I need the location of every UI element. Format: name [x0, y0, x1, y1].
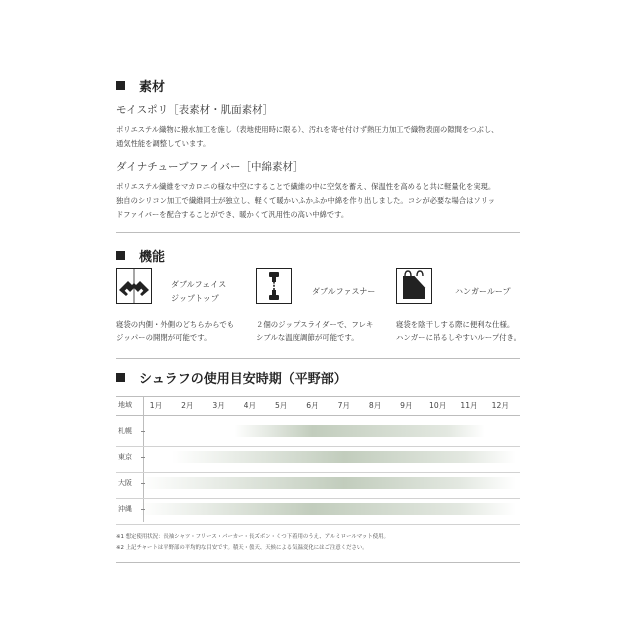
moisture-poly-title: モイスポリ［表素材・肌面素材］ [116, 104, 274, 116]
month-label: 3月 [212, 401, 225, 410]
usage-band [234, 425, 484, 437]
square-bullet-icon [116, 81, 125, 90]
double-face-zip-icon [116, 268, 152, 304]
region-label: 東京 [118, 453, 132, 461]
row-divider [116, 524, 520, 525]
month-label: 9月 [400, 401, 413, 410]
row-divider [116, 498, 520, 499]
divider [116, 562, 520, 563]
dyna-tube-fiber-description: ポリエステル繊維をマカロニの様な中空にすることで繊維の中に空気を蓄え、保温性を高めると共に軽量化を実現。 独自のシリコン加工で繊維同士が独立し、軽くて暖かいふかふか中綿を作り出しました。コシが必要な場合はソリッ ドファイバーを配合することができ、暖かくて汎用性の高い中綿です。 [116, 182, 496, 219]
row-divider [116, 446, 520, 447]
usage-band [140, 477, 516, 489]
feature-desc-double-fastener: ２個のジップスライダーで、フレキ シブルな温度調節が可能です。 [256, 320, 374, 342]
month-label: 10月 [429, 401, 447, 410]
region-label: 大阪 [118, 479, 132, 487]
double-fastener-icon [256, 268, 292, 304]
row-divider [116, 472, 520, 473]
divider [116, 358, 520, 359]
square-bullet-icon [116, 373, 125, 382]
month-label: 1月 [149, 401, 163, 410]
month-label: 6月 [306, 401, 319, 410]
usage-band [172, 451, 516, 463]
feature-desc-hanger-loop: 寝袋を陰干しする際に便利な仕様。 ハンガーに吊るしやすいループ付き。 [396, 320, 521, 342]
month-label: 2月 [181, 401, 194, 410]
region-label: 沖縄 [118, 505, 132, 513]
usage-band [140, 503, 516, 515]
region-column-header: 地域 [118, 401, 132, 409]
month-label: 5月 [274, 401, 288, 410]
dyna-tube-fiber-title: ダイナチューブファイバー［中綿素材］ [116, 161, 304, 173]
month-label: 12月 [491, 401, 509, 410]
month-label: 8月 [368, 401, 382, 410]
footnote-1: ※1 想定使用状況：長袖シャツ・フリース・パーカー・長ズボン・くつ下着用のうえ、アルミロールマット使用。 [116, 534, 389, 540]
month-label: 7月 [337, 401, 351, 410]
row-tick [141, 457, 145, 458]
hanger-loop-icon [396, 268, 432, 304]
region-label: 札幌 [118, 427, 132, 435]
moisture-poly-description: ポリエステル織物に撥水加工を施し（表地使用時に限る）、汚れを寄せ付けず熱圧力加工で織物表面の隙間をつぶし、 通気性能を調整しています。 [116, 125, 499, 148]
footnote-2: ※2 上記チャートは平野部の平均的な目安です。積天・曇天、天候による気温変化にはご注意ください。 [116, 545, 368, 551]
features-heading: 機能 [116, 246, 165, 265]
divider [116, 232, 520, 233]
feature-title-hanger-loop: ハンガーループ [455, 287, 511, 296]
feature-title-double-fastener: ダブルファスナー [312, 287, 376, 296]
row-tick [141, 431, 145, 432]
feature-title-double-face-zip: ダブルフェイス ジップトップ [171, 280, 227, 303]
usage-chart-heading: シュラフの使用目安時期（平野部） [116, 368, 347, 387]
material-heading: 素材 [116, 76, 165, 95]
month-label: 4月 [243, 401, 257, 410]
square-bullet-icon [116, 251, 125, 260]
month-label: 11月 [460, 401, 478, 410]
feature-desc-double-face-zip: 寝袋の内側・外側のどちらからでも ジッパーの開閉が可能です。 [116, 320, 235, 342]
